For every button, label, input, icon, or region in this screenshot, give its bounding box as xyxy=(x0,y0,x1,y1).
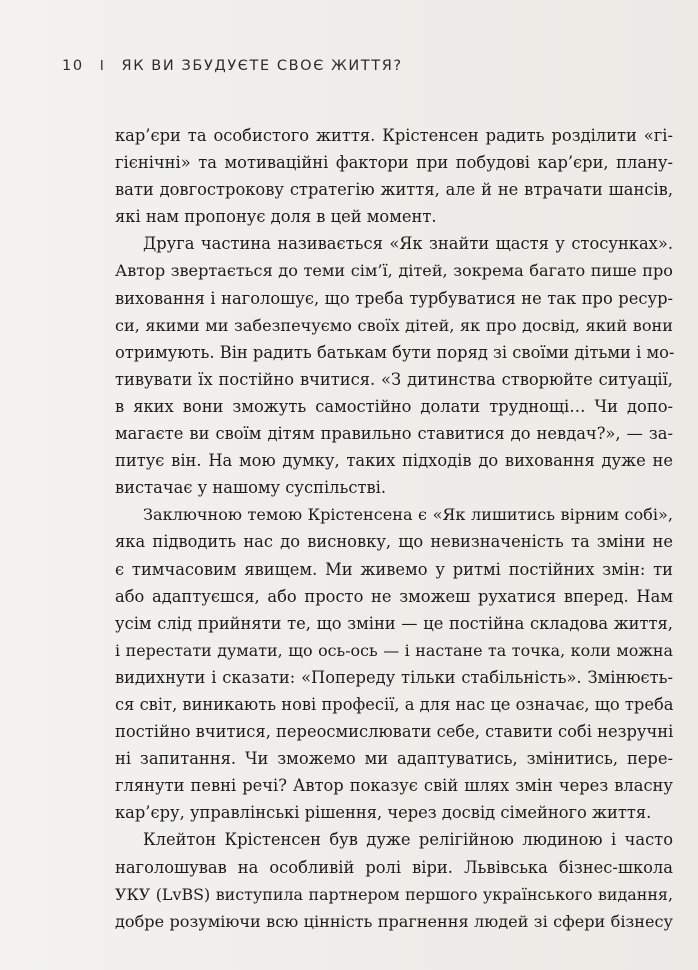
text-line: Заключною темою Крістенсена є «Як лишитись вірним собі», xyxy=(143,505,673,525)
text-line: ся світ, виникають нові професії, а для нас це означає, що треба xyxy=(115,694,674,714)
text-line: є тимчасовим явищем. Ми живемо у ритмі постійних змін: ти xyxy=(115,559,673,579)
text-line: яка підводить нас до висновку, що невизначеність та зміни не xyxy=(115,532,673,552)
running-header xyxy=(62,58,403,74)
text-line: Автор звертається до теми сім’ї, дітей, зокрема багато пише про xyxy=(115,261,673,281)
text-line: в яких вони зможуть самостійно долати труднощі… Чи допо- xyxy=(115,396,673,416)
text-line: глянути певні речі? Автор показує свій шлях змін через власну xyxy=(115,776,673,796)
text-line: си, якими ми забезпечуємо своїх дітей, як про досвід, який вони xyxy=(115,315,673,335)
body-text xyxy=(115,122,673,935)
text-line: добре розуміючи всю цінність прагнення людей зі сфери бізнесу xyxy=(115,911,673,931)
text-line: Друга частина називається «Як знайти щастя у стосунках». xyxy=(143,234,673,254)
text-line: ні запитання. Чи зможемо ми адаптуватись, змінитись, пере- xyxy=(115,749,673,769)
page-number: 10 xyxy=(62,58,84,74)
text-line: і перестати думати, що ось-ось — і настане та точка, коли можна xyxy=(115,640,673,660)
running-title: ЯК ВИ ЗБУДУЄТЕ СВОЄ ЖИТТЯ? xyxy=(121,58,403,74)
text-line: вистачає у нашому суспільстві. xyxy=(115,478,387,498)
text-line: кар’єру, управлінські рішення, через досвід сімейного життя. xyxy=(115,803,652,823)
text-line: тивувати їх постійно вчитися. «З дитинства створюйте ситуації, xyxy=(115,369,673,389)
text-line: видихнути і сказати: «Попереду тільки стабільність». Змінюєть- xyxy=(115,667,673,687)
text-line: виховання і наголошує, що треба турбуватися не так про ресур- xyxy=(115,288,673,308)
text-line: або адаптуєшся, або просто не зможеш рухатися вперед. Нам xyxy=(115,586,673,606)
text-line: усім слід прийняти те, що зміни — це постійна складова життя, xyxy=(115,613,673,633)
text-line: наголошував на особливій ролі віри. Львівська бізнес-школа xyxy=(115,857,673,877)
text-line: гієнічні» та мотиваційні фактори при побудові кар’єри, плану- xyxy=(115,153,673,173)
text-line: магаєте ви своїм дітям правильно ставитися до невдач?», — за- xyxy=(115,424,673,444)
text-line: отримують. Він радить батькам бути поряд зі своїми дітьми і мо- xyxy=(115,342,675,362)
text-line: УКУ (LvBS) виступила партнером першого українського видання, xyxy=(115,884,673,904)
text-line: Клейтон Крістенсен був дуже релігійною людиною і часто xyxy=(143,830,673,850)
text-line: питує він. На мою думку, таких підходів до виховання дуже не xyxy=(115,451,673,471)
text-line: які нам пропонує доля в цей момент. xyxy=(115,207,437,227)
text-line: кар’єри та особистого життя. Крістенсен радить розділити «гі- xyxy=(115,126,673,145)
text-line: постійно вчитися, переосмислювати себе, ставити собі незручні xyxy=(115,722,674,742)
header-separator: I xyxy=(99,59,106,74)
text-line: вати довгострокову стратегію життя, але й не втрачати шансів, xyxy=(115,180,673,200)
